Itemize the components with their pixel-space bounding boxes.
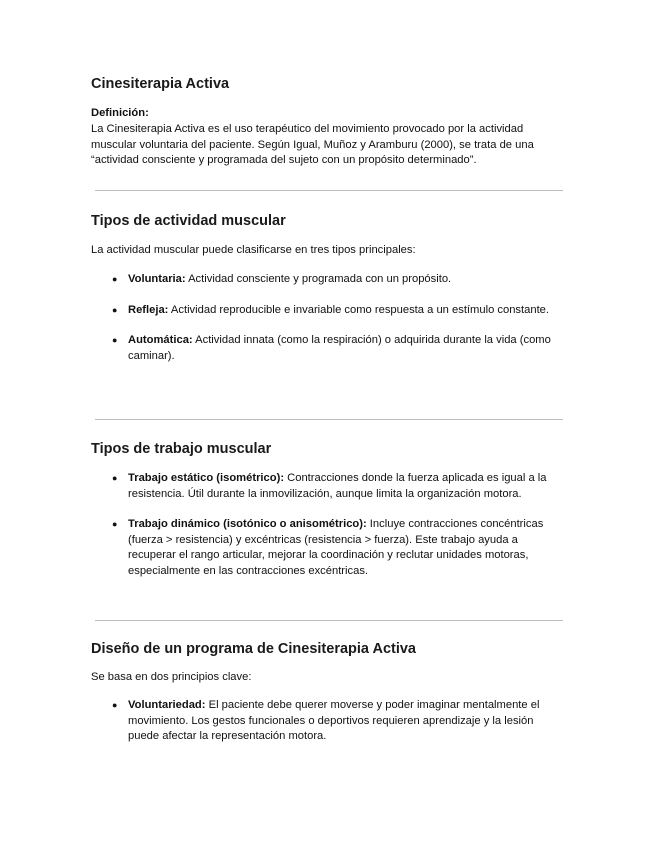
- bullet-icon: ●: [112, 473, 118, 483]
- list-item-label: Trabajo dinámico (isotónico o anisométrico):: [128, 518, 367, 531]
- list-item-trabajo-estatico: [91, 471, 566, 502]
- list-item-trabajo-dinamico: [91, 517, 566, 579]
- document-content: [91, 0, 566, 743]
- list-item-label: Trabajo estático (isométrico):: [128, 472, 285, 484]
- list-item-voluntaria: [91, 272, 566, 288]
- work-type-list: [91, 471, 566, 580]
- bullet-icon: ●: [112, 304, 118, 315]
- bullet-icon: ●: [112, 274, 118, 284]
- list-item-text: El paciente debe querer moverse y poder imaginar mentalmente el movimiento. Los gestos funcionales o deportivos requieren aprendizaje y la lesión puede afectar la representación motora.: [128, 699, 540, 743]
- list-item-label: Automática:: [128, 334, 193, 347]
- list-item-text: Actividad reproducible e invariable como respuesta a un estímulo constante.: [168, 303, 550, 316]
- list-item-label: Voluntaria:: [128, 273, 186, 285]
- section-title-cinesiterapia-activa: Cinesiterapia Activa: [91, 76, 230, 92]
- definition-text: La Cinesiterapia Activa es el uso terapéutico del movimiento provocado por la actividad muscular voluntaria del paciente. Según Igual, Muñoz y Aramburu (2000), se trata de una “actividad consciente y programada del sujeto con un propósito determinado”.: [91, 123, 534, 167]
- section-title-diseno-programa: Diseño de un programa de Cinesiterapia Activa: [91, 641, 416, 657]
- bullet-icon: ●: [112, 700, 118, 710]
- section-divider-2: [95, 419, 563, 420]
- section-intro-tipos-actividad: La actividad muscular puede clasificarse en tres tipos principales:: [91, 244, 416, 256]
- bullet-icon: ●: [112, 335, 118, 346]
- section-intro-diseno-programa: Se basa en dos principios clave:: [91, 671, 252, 683]
- section-title-tipos-trabajo: Tipos de trabajo muscular: [91, 441, 272, 457]
- section-divider-3: [95, 620, 563, 621]
- list-item-text: Actividad consciente y programada con un propósito.: [185, 273, 452, 285]
- list-item-voluntariedad: [91, 698, 566, 745]
- principles-list: [91, 698, 566, 745]
- activity-type-list: [91, 272, 566, 364]
- section-title-tipos-actividad: Tipos de actividad muscular: [91, 213, 286, 229]
- list-item-text: Contracciones donde la fuerza aplicada es igual a la resistencia. Útil durante la inmovilización, aunque limita la organización motora.: [128, 472, 547, 500]
- definition-label: Definición:: [91, 107, 149, 119]
- list-item-label: Voluntariedad:: [128, 699, 206, 711]
- list-item-automatica: [91, 333, 566, 364]
- list-item-text: Actividad innata (como la respiración) o adquirida durante la vida (como caminar).: [128, 334, 551, 362]
- list-item-refleja: [91, 303, 566, 319]
- list-item-label: Refleja:: [128, 303, 169, 316]
- list-item-text: Incluye contracciones concéntricas (fuerza > resistencia) y excéntricas (resistencia > fuerza). Este trabajo ayuda a recuperar el rango articular, mejorar la coordinación y reclutar unidades motoras, especialmente en las contracciones excéntricas.: [128, 518, 544, 577]
- bullet-icon: ●: [112, 519, 118, 530]
- section-divider-1: [95, 190, 563, 191]
